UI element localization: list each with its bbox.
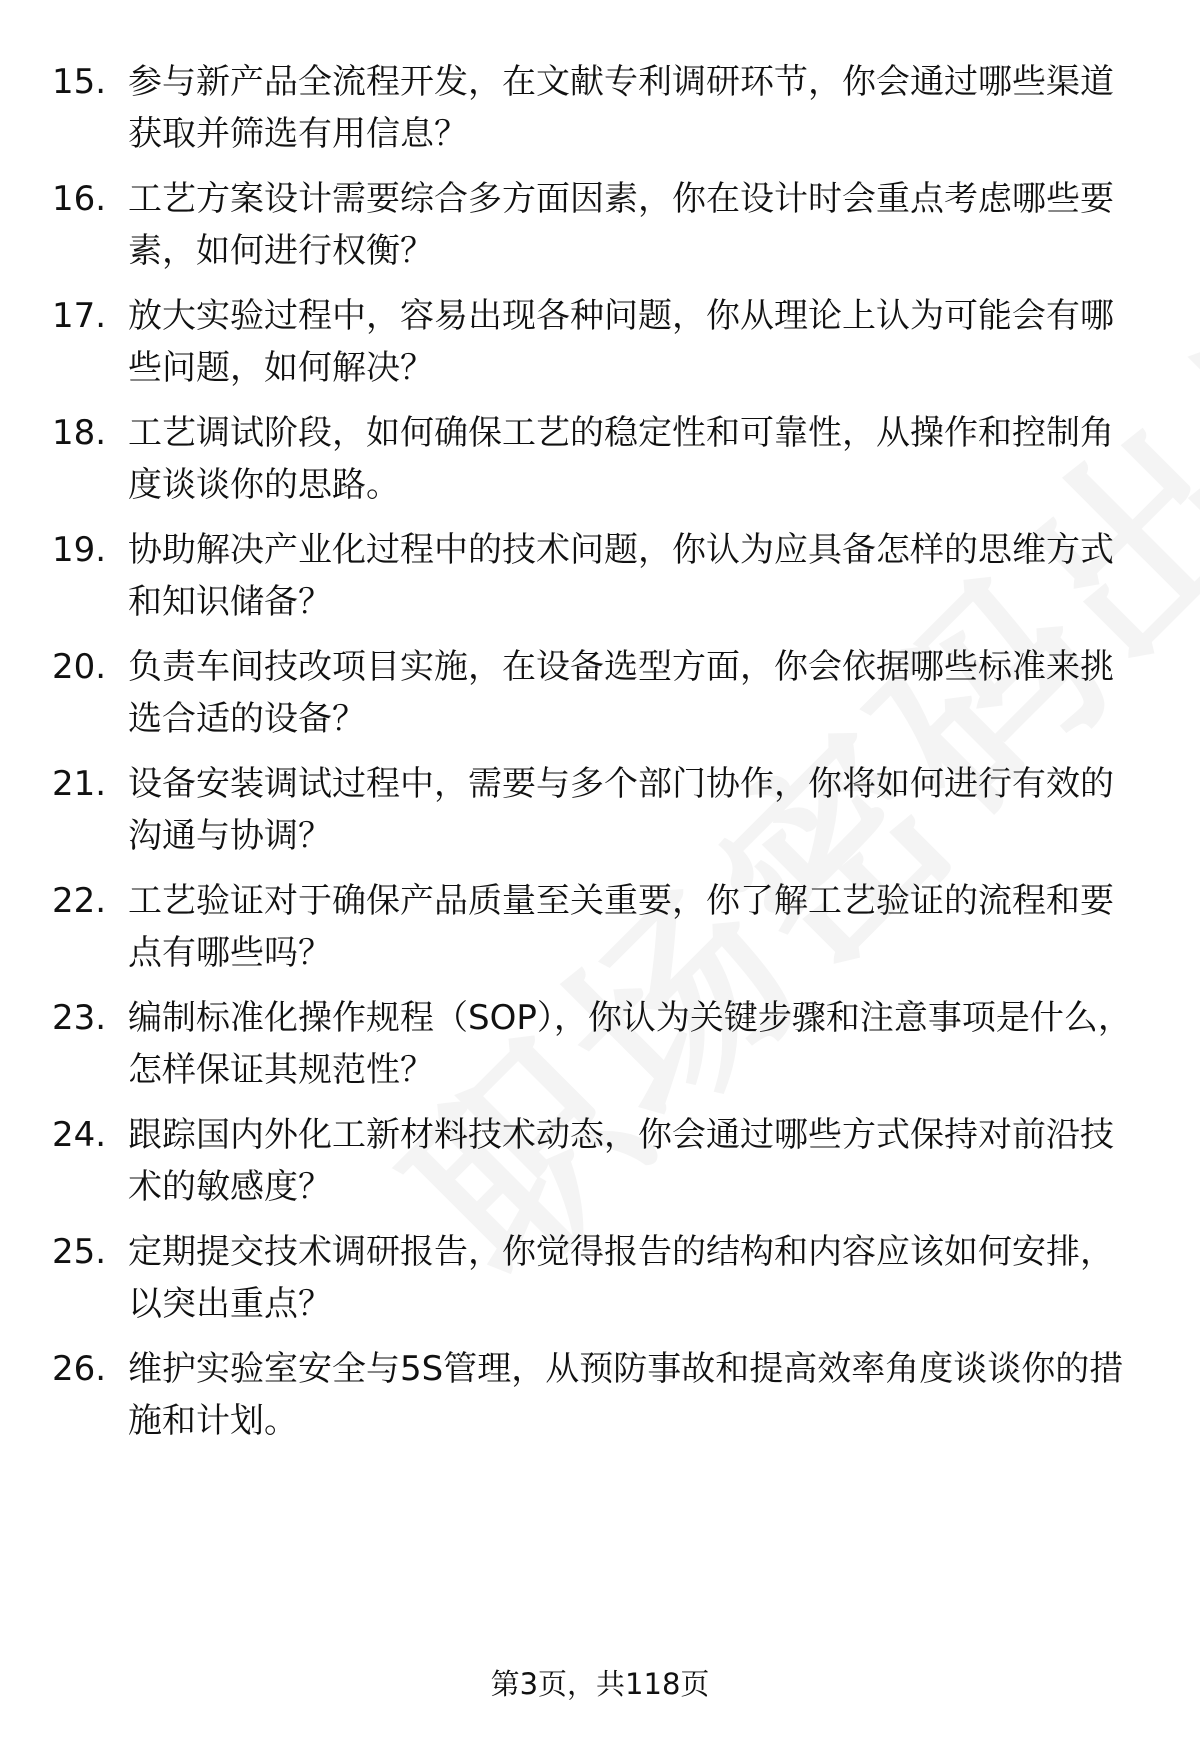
- question-text: 设备安装调试过程中，需要与多个部门协作，你将如何进行有效的沟通与协调？: [128, 764, 1114, 856]
- question-text: 编制标准化操作规程（SOP），你认为关键步骤和注意事项是什么，怎样保证其规范性？: [128, 998, 1132, 1090]
- question-item: [0, 1343, 1200, 1463]
- question-number: 17.: [52, 296, 107, 336]
- question-number: 24.: [52, 1115, 107, 1155]
- question-text: 工艺方案设计需要综合多方面因素，你在设计时会重点考虑哪些要素，如何进行权衡？: [128, 179, 1114, 271]
- question-item: [0, 524, 1200, 644]
- page-number: 第3页，共118页: [490, 1667, 710, 1701]
- question-item: [0, 1226, 1200, 1346]
- question-item: [0, 407, 1200, 527]
- question-text: 负责车间技改项目实施，在设备选型方面，你会依据哪些标准来挑选合适的设备？: [128, 647, 1114, 739]
- question-number: 16.: [52, 179, 107, 219]
- question-number: 18.: [52, 413, 107, 453]
- question-text: 参与新产品全流程开发，在文献专利调研环节，你会通过哪些渠道获取并筛选有用信息？: [128, 62, 1114, 154]
- question-item: [0, 290, 1200, 410]
- question-item: [0, 56, 1200, 176]
- question-text: 协助解决产业化过程中的技术问题，你认为应具备怎样的思维方式和知识储备？: [128, 530, 1114, 622]
- question-number: 20.: [52, 647, 107, 687]
- question-item: [0, 875, 1200, 995]
- question-number: 23.: [52, 998, 107, 1038]
- question-text: 放大实验过程中，容易出现各种问题，你从理论上认为可能会有哪些问题，如何解决？: [128, 296, 1114, 388]
- question-number: 22.: [52, 881, 107, 921]
- question-number: 19.: [52, 530, 107, 570]
- question-item: [0, 1109, 1200, 1229]
- question-number: 15.: [52, 62, 107, 102]
- question-item: [0, 641, 1200, 761]
- question-text: 定期提交技术调研报告，你觉得报告的结构和内容应该如何安排，以突出重点？: [128, 1232, 1114, 1324]
- question-item: [0, 173, 1200, 293]
- question-number: 25.: [52, 1232, 107, 1272]
- question-item: [0, 992, 1200, 1112]
- question-text: 维护实验室安全与5S管理，从预防事故和提高效率角度谈谈你的措施和计划。: [128, 1349, 1124, 1441]
- question-number: 26.: [52, 1349, 107, 1389]
- question-number: 21.: [52, 764, 107, 804]
- question-text: 跟踪国内外化工新材料技术动态，你会通过哪些方式保持对前沿技术的敏感度？: [128, 1115, 1114, 1207]
- question-item: [0, 758, 1200, 878]
- question-text: 工艺调试阶段，如何确保工艺的稳定性和可靠性，从操作和控制角度谈谈你的思路。: [128, 413, 1114, 505]
- question-text: 工艺验证对于确保产品质量至关重要，你了解工艺验证的流程和要点有哪些吗？: [128, 881, 1114, 973]
